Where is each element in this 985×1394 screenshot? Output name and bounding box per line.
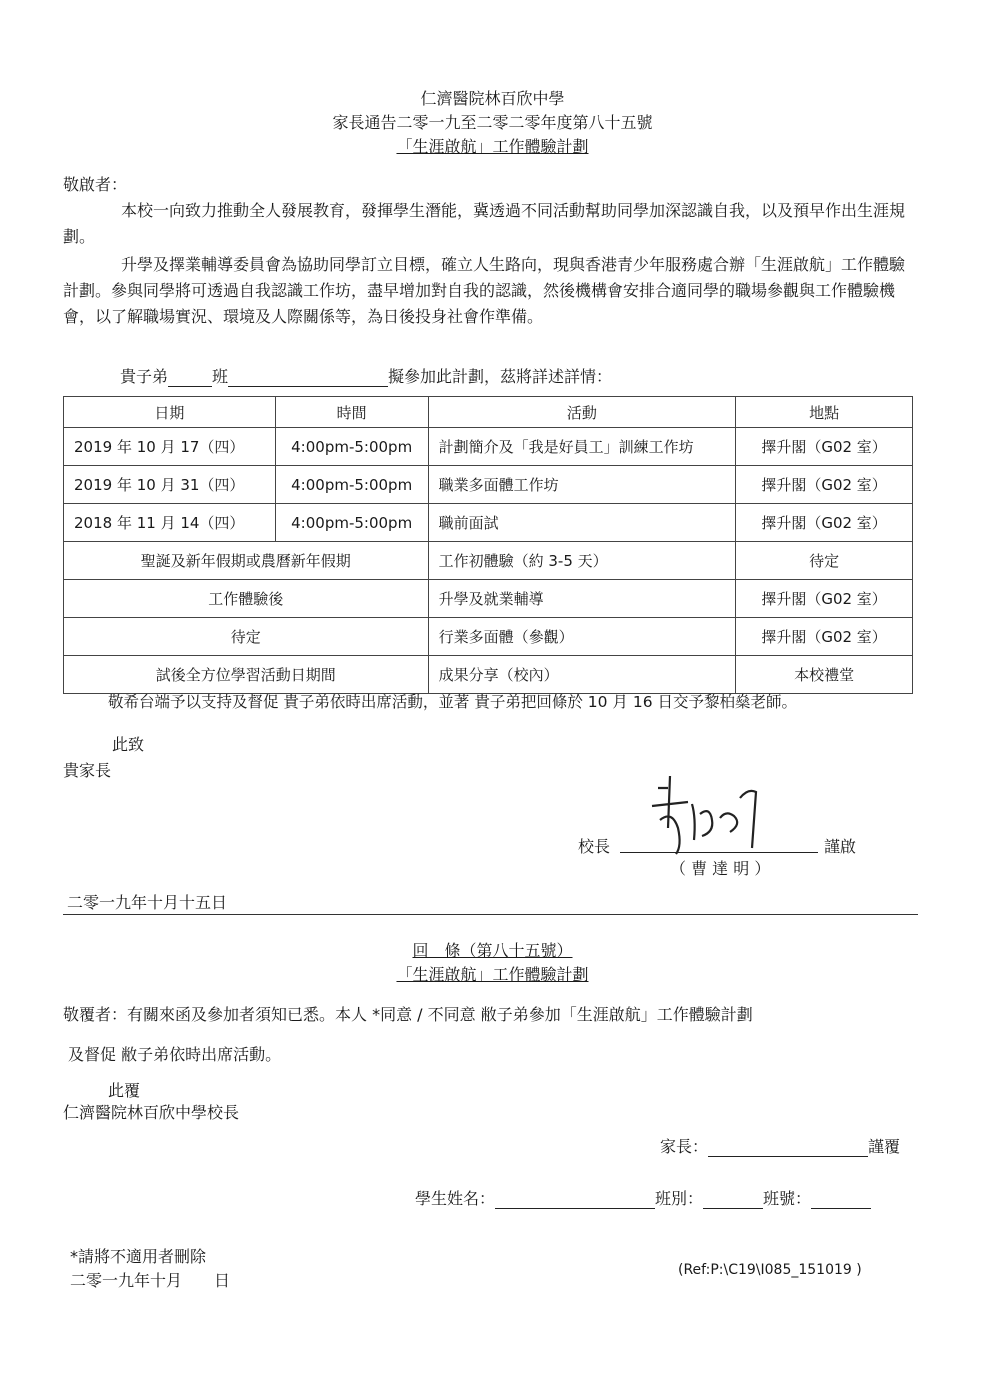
- parent-signature-row: [660, 1134, 900, 1157]
- number-label: 班號：: [763, 1189, 812, 1208]
- name-blank: [228, 386, 388, 387]
- cell-time: 4:00pm-5:00pm: [275, 504, 428, 542]
- table-row: [64, 656, 913, 694]
- cell-activity: 行業多面體（參觀）: [428, 618, 736, 656]
- table-row: [64, 542, 913, 580]
- cell-venue: 擇升閣（G02 室）: [736, 466, 913, 504]
- addressee: 貴家長: [63, 761, 112, 780]
- cell-venue: 本校禮堂: [736, 656, 913, 694]
- cell-date-time: 試後全方位學習活動日期間: [64, 656, 429, 694]
- cell-activity: 職前面試: [428, 504, 736, 542]
- parent-respect: 謹覆: [868, 1137, 901, 1156]
- cell-date-time: 工作體驗後: [64, 580, 429, 618]
- cell-date-time: 待定: [64, 618, 429, 656]
- header-time: 時間: [275, 397, 428, 428]
- cell-activity: 升學及就業輔導: [428, 580, 736, 618]
- cell-activity: 工作初體驗（約 3-5 天）: [428, 542, 736, 580]
- delete-note: *請將不適用者刪除: [70, 1247, 207, 1266]
- paragraph-2: 升學及擇業輔導委員會為協助同學訂立目標，確立人生路向，現與香港青少年服務處合辦「生涯啟航」工作體驗計劃。參與同學將可透過自我認識工作坊，盡早增加對自我的認識，然後機構會安排合適同學的職場參觀與工作體驗機會，以了解職場實況、環境及人際關係等，為日後投身社會作準備。: [63, 255, 906, 326]
- schedule-table: [63, 396, 913, 694]
- table-row: [64, 428, 913, 466]
- student-name-label: 學生姓名：: [415, 1189, 496, 1208]
- table-row: [64, 466, 913, 504]
- ci-fu: 此覆: [108, 1081, 141, 1100]
- intro-class-label: 班: [212, 367, 229, 386]
- cell-date: 2019 年 10 月 31（四）: [64, 466, 276, 504]
- class-field[interactable]: [703, 1190, 763, 1209]
- salutation: 敬啟者：: [63, 175, 128, 194]
- principal-name: （ 曹 達 明 ）: [670, 859, 771, 878]
- class-blank: [168, 386, 212, 387]
- notice-subject: 「生涯啟航」工作體驗計劃: [396, 137, 589, 156]
- parent-label: 家長：: [660, 1137, 709, 1156]
- student-info-row: [415, 1186, 871, 1209]
- reply-title: 回 條（第八十五號）: [412, 941, 573, 960]
- cell-date-time: 聖誕及新年假期或農曆新年假期: [64, 542, 429, 580]
- principal-signature: [630, 758, 780, 858]
- cell-date: 2019 年 10 月 17（四）: [64, 428, 276, 466]
- subject-wrap: [0, 134, 985, 157]
- table-header-row: [64, 397, 913, 428]
- cut-line: [63, 914, 918, 915]
- reply-body-2: 及督促 敝子弟依時出席活動。: [68, 1045, 282, 1064]
- reply-date: 二零一九年十月 日: [70, 1271, 231, 1290]
- cell-venue: 擇升閣（G02 室）: [736, 618, 913, 656]
- class-number-field[interactable]: [811, 1190, 871, 1209]
- cell-venue: 擇升閣（G02 室）: [736, 580, 913, 618]
- reply-title-wrap: [0, 938, 985, 961]
- cell-date: 2018 年 11 月 14（四）: [64, 504, 276, 542]
- reference-code: (Ref:P:\C19\I085_151019 ): [678, 1262, 862, 1278]
- cell-activity: 職業多面體工作坊: [428, 466, 736, 504]
- cell-time: 4:00pm-5:00pm: [275, 428, 428, 466]
- request-text: 敬希台端予以支持及督促 貴子弟依時出席活動，並著 貴子弟把回條於 10 月 16 日交予黎柏燊老師。: [108, 693, 798, 711]
- header-venue: 地點: [736, 397, 913, 428]
- class-label: 班別：: [655, 1189, 704, 1208]
- reply-subject: 「生涯啟航」工作體驗計劃: [396, 965, 589, 984]
- cell-venue: 擇升閣（G02 室）: [736, 504, 913, 542]
- cell-time: 4:00pm-5:00pm: [275, 466, 428, 504]
- header-date: 日期: [64, 397, 276, 428]
- principal-respect: 謹啟: [824, 837, 857, 856]
- table-row: [64, 618, 913, 656]
- notice-date: 二零一九年十月十五日: [67, 893, 228, 912]
- reply-body-1: 敬覆者：有關來函及參加者須知已悉。本人 *同意 / 不同意 敝子弟參加「生涯啟航」工作體驗計劃: [63, 1005, 753, 1024]
- notice-number: 家長通告二零一九至二零二零年度第八十五號: [332, 113, 653, 132]
- reply-subject-wrap: [0, 962, 985, 985]
- intro-prefix: 貴子弟: [120, 367, 169, 386]
- ci-zhi: 此致: [112, 735, 145, 754]
- table-row: [64, 504, 913, 542]
- cell-activity: 計劃簡介及「我是好員工」訓練工作坊: [428, 428, 736, 466]
- header-activity: 活動: [428, 397, 736, 428]
- student-name-field[interactable]: [495, 1190, 655, 1209]
- intro-line: [120, 364, 612, 387]
- cell-activity: 成果分享（校內）: [428, 656, 736, 694]
- parent-signature-field[interactable]: [708, 1138, 868, 1157]
- table-row: [64, 580, 913, 618]
- cell-venue: 待定: [736, 542, 913, 580]
- intro-suffix: 擬參加此計劃，茲將詳述詳情：: [388, 367, 613, 386]
- school-name: 仁濟醫院林百欣中學: [420, 89, 565, 108]
- paragraph-1: 本校一向致力推動全人發展教育，發揮學生潛能，冀透過不同活動幫助同學加深認識自我，以及預早作出生涯規劃。: [63, 201, 906, 246]
- cell-venue: 擇升閣（G02 室）: [736, 428, 913, 466]
- principal-label: 校長: [578, 837, 611, 856]
- reply-recipient: 仁濟醫院林百欣中學校長: [63, 1103, 240, 1122]
